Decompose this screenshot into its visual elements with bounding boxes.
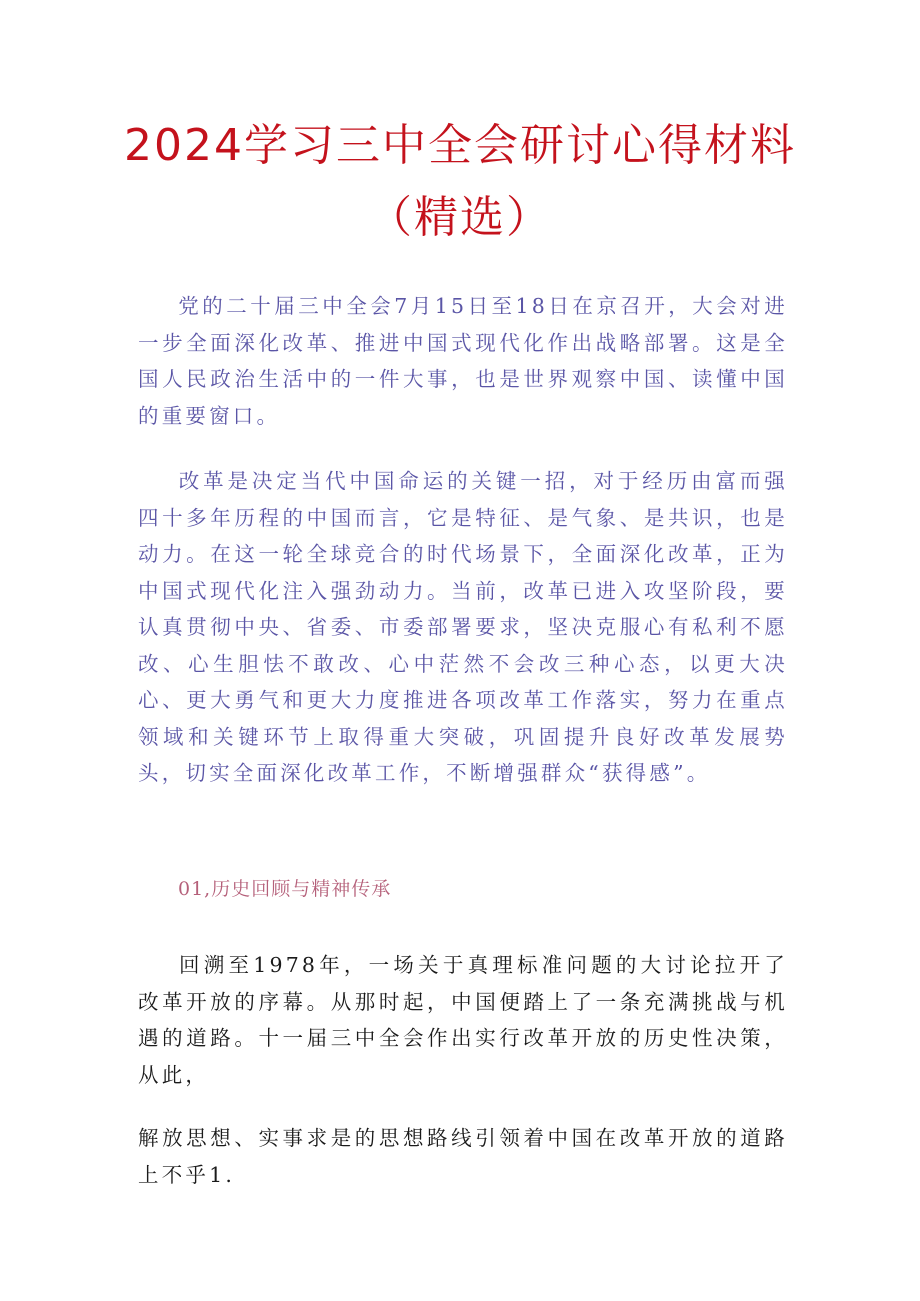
continuation-line: 解放思想、实事求是的思想路线引领着中国在改革开放的道路上不乎1. <box>138 1126 788 1187</box>
document-subtitle: （精选） <box>368 192 552 243</box>
section-heading: 01,历史回顾与精神传承 <box>178 878 392 900</box>
document-title: 2024学习三中全会研讨心得材料 <box>124 120 796 171</box>
reform-paragraph <box>138 463 788 792</box>
history-paragraph-text: 回溯至1978年，一场关于真理标准问题的大讨论拉开了改革开放的序幕。从那时起，中国便踏上了一条充满挑战与机遇的道路。十一届三中全会作出实行改革开放的历史性决策，从此， <box>138 953 788 1087</box>
intro-paragraph-text: 党的二十届三中全会7月15日至18日在京召开，大会对进一步全面深化改革、推进中国式现代化作出战略部署。这是全国人民政治生活中的一件大事，也是世界观察中国、读懂中国的重要窗口。 <box>138 294 788 428</box>
reform-paragraph-text: 改革是决定当代中国命运的关键一招，对于经历由富而强四十多年历程的中国而言，它是特征、是气象、是共识，也是动力。在这一轮全球竞合的时代场景下，全面深化改革，正为中国式现代化注入强劲动力。当前，改革已进入攻坚阶段，要认真贯彻中央、省委、市委部署要求，坚决克服心有私利不愿改、心生胆怯不敢改、心中茫然不会改三种心态，以更大决心、更大勇气和更大力度推进各项改革工作落实，努力在重点领域和关键环节上取得重大突破，巩固提升良好改革发展势头，切实全面深化改革工作，不断增强群众“获得感”。 <box>138 469 788 785</box>
intro-paragraph <box>138 288 788 434</box>
history-paragraph <box>138 947 788 1093</box>
